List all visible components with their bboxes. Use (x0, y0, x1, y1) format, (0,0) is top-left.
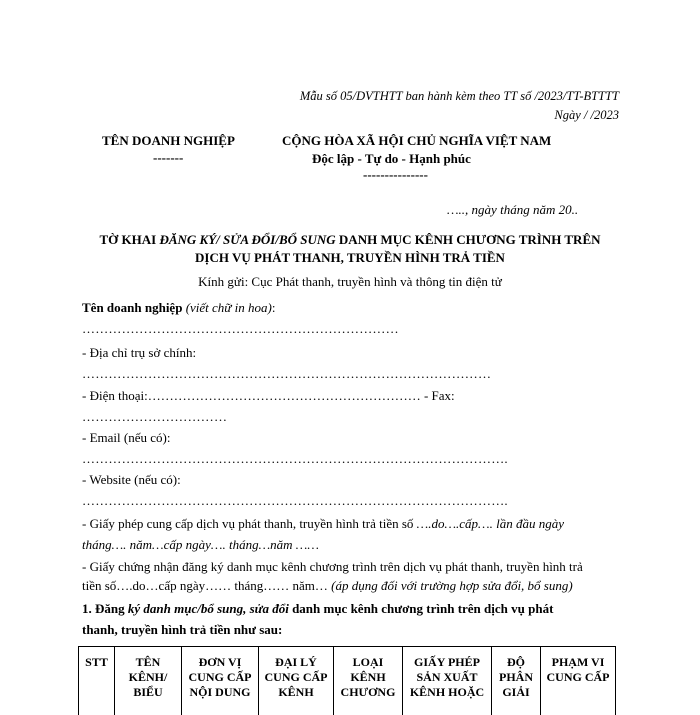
address-dots: ………………………………………………………………………………… (82, 366, 491, 382)
website-dots: ……………………………………………………………………………………. (82, 493, 508, 509)
phone-fax-label: - Điện thoại:……………………………………………………… - Fax: (82, 388, 455, 404)
title-prefix: TỜ KHAI (99, 232, 159, 247)
license-line-1 (82, 516, 564, 532)
certificate-text: tiền số….do…cấp ngày…… tháng…… năm… (82, 578, 331, 593)
license-line-2: tháng…. năm…cấp ngày…. tháng…năm …… (82, 537, 319, 553)
company-heading: TÊN DOANH NGHIỆP (102, 133, 235, 149)
company-name-dots: ……………………………………………………………… (82, 321, 399, 337)
certificate-note: (áp dụng đối với trường hợp sửa đổi, bổ sung) (331, 578, 573, 593)
email-dots: ……………………………………………………………………………………. (82, 451, 508, 467)
table-header-row (79, 647, 616, 715)
company-name-field (82, 300, 275, 316)
national-title: CỘNG HÒA XÃ HỘI CHỦ NGHĨA VIỆT NAM (282, 133, 551, 149)
table-header-scope: PHẠM VI CUNG CẤP (541, 647, 616, 715)
table-header-channel-type: LOẠI KÊNH CHƯƠNG (334, 647, 403, 715)
fax-dots: …………………………… (82, 409, 227, 425)
form-date: Ngày / /2023 (0, 108, 619, 123)
section-1-italic: ký danh mục/bổ sung, sửa đổi (128, 601, 289, 616)
website-label: - Website (nếu có): (82, 472, 181, 488)
table-header-production-license: GIẤY PHÉP SẢN XUẤT KÊNH HOẶC (403, 647, 492, 715)
section-1-heading (82, 601, 553, 617)
company-name-label: Tên doanh nghiệp (82, 300, 182, 315)
form-reference: Mẫu số 05/DVTHTT ban hành kèm theo TT số /2023/TT-BTTTT (0, 89, 619, 104)
document-title-line2: DỊCH VỤ PHÁT THANH, TRUYỀN HÌNH TRẢ TIỀN (0, 250, 700, 266)
email-label: - Email (nếu có): (82, 430, 170, 446)
table-header-channel-name: TÊN KÊNH/ BIỂU (115, 647, 182, 715)
address-label: - Địa chỉ trụ sở chính: (82, 345, 196, 361)
place-date: ….., ngày tháng năm 20.. (447, 202, 578, 218)
license-text: - Giấy phép cung cấp dịch vụ phát thanh, truyền hình trả tiền số (82, 516, 417, 531)
title-suffix: DANH MỤC KÊNH CHƯƠNG TRÌNH TRÊN (336, 232, 601, 247)
recipient-line: Kính gửi: Cục Phát thanh, truyền hình và thông tin điện tử (0, 274, 700, 290)
certificate-line-1: - Giấy chứng nhận đăng ký danh mục kênh chương trình trên dịch vụ phát thanh, truyền hình trả (82, 559, 583, 575)
certificate-line-2 (82, 578, 573, 594)
section-1-heading-line2: thanh, truyền hình trả tiền như sau: (82, 622, 282, 638)
company-name-hint: (viết chữ in hoa) (182, 300, 271, 315)
section-1-rest: danh mục kênh chương trình trên dịch vụ phát (289, 601, 554, 616)
document-title-line1 (0, 232, 700, 248)
channel-table (78, 646, 616, 715)
table-header-resolution: ĐỘ PHÂN GIẢI (492, 647, 541, 715)
national-motto: Độc lập - Tự do - Hạnh phúc (312, 151, 471, 167)
table-header-content-provider: ĐƠN VỊ CUNG CẤP NỘI DUNG (182, 647, 259, 715)
table-header-channel-agent: ĐẠI LÝ CUNG CẤP KÊNH (259, 647, 334, 715)
table-header-stt: STT (79, 647, 115, 715)
motto-underline: --------------- (363, 167, 428, 183)
license-detail: ….do….cấp…. lần đầu ngày (417, 516, 564, 531)
section-1-num: 1. Đăng (82, 601, 128, 616)
title-italic: ĐĂNG KÝ/ SỬA ĐỔI/BỔ SUNG (159, 232, 335, 247)
company-dashes: ------- (153, 150, 183, 166)
company-name-colon: : (272, 300, 276, 315)
